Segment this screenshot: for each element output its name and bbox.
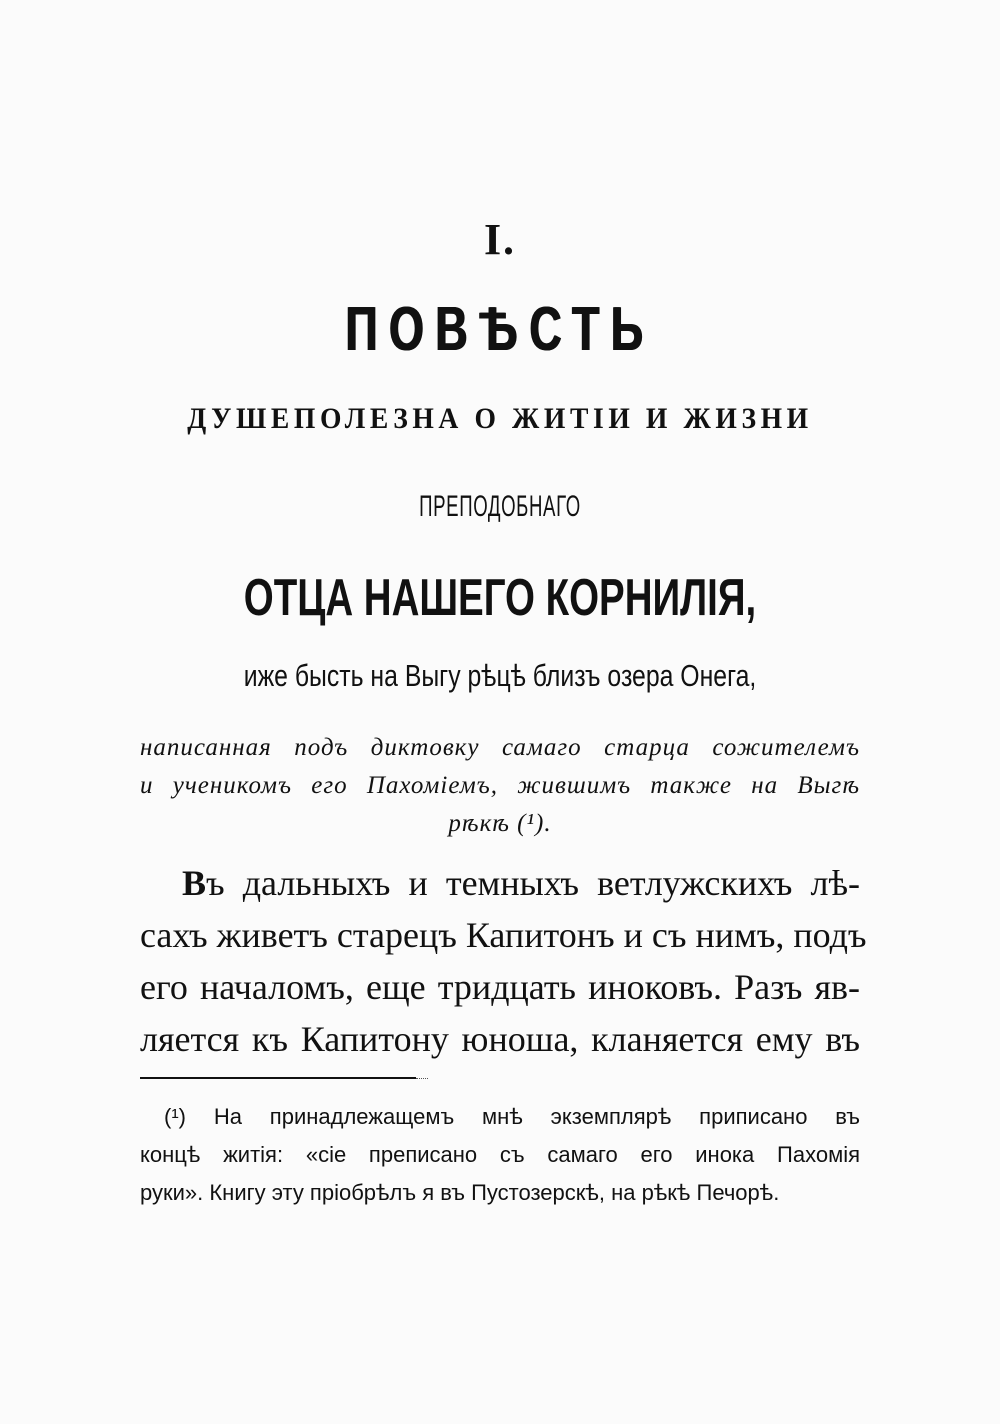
- venerable-heading: ПРЕПОДОБНАГО: [419, 490, 581, 523]
- body-line: [182, 862, 860, 904]
- saint-name-heading: ОТЦА НАШЕГО КОРНИЛІЯ,: [243, 569, 757, 627]
- body-line: сахъ живетъ старецъ Капитонъ и съ нимъ, подъ: [140, 915, 867, 955]
- chapter-numeral: I.: [483, 215, 517, 264]
- body-line: ляется къ Капитону юноша, кланяется ему въ: [140, 1019, 860, 1059]
- dictation-note-line: написанная подъ диктовку самаго старца сожителемъ: [140, 734, 860, 761]
- footnote-divider-tail: [416, 1078, 428, 1079]
- footnote-line: руки». Книгу эту пріобрѣлъ я въ Пустозерскѣ, на рѣкѣ Печорѣ.: [140, 1180, 780, 1205]
- footnote-line: (¹) На принадлежащемъ мнѣ экземплярѣ приписано въ: [164, 1104, 860, 1129]
- chapter-subtitle: ДУШЕПОЛЕЗНА О ЖИТІИ И ЖИЗНИ: [187, 402, 813, 435]
- dictation-note-line: рѣкѣ (¹).: [448, 810, 552, 837]
- dictation-note-line: и ученикомъ его Пахоміемъ, жившимъ также на Выгѣ: [140, 772, 860, 799]
- location-line: иже бысть на Выгу рѣцѣ близъ озера Онега,: [243, 658, 757, 693]
- dropcap-letter: В: [182, 863, 207, 903]
- body-first-line-text: ъ дальныхъ и темныхъ ветлужскихъ лѣ-: [206, 863, 860, 903]
- footnote-line: концѣ житія: «сіе преписано съ самаго его инока Пахомія: [140, 1142, 860, 1167]
- body-line: его началомъ, еще тридцать иноковъ. Разъ яв-: [140, 967, 860, 1007]
- footnote-divider: [140, 1077, 416, 1079]
- chapter-title: ПОВѢСТЬ: [345, 295, 655, 364]
